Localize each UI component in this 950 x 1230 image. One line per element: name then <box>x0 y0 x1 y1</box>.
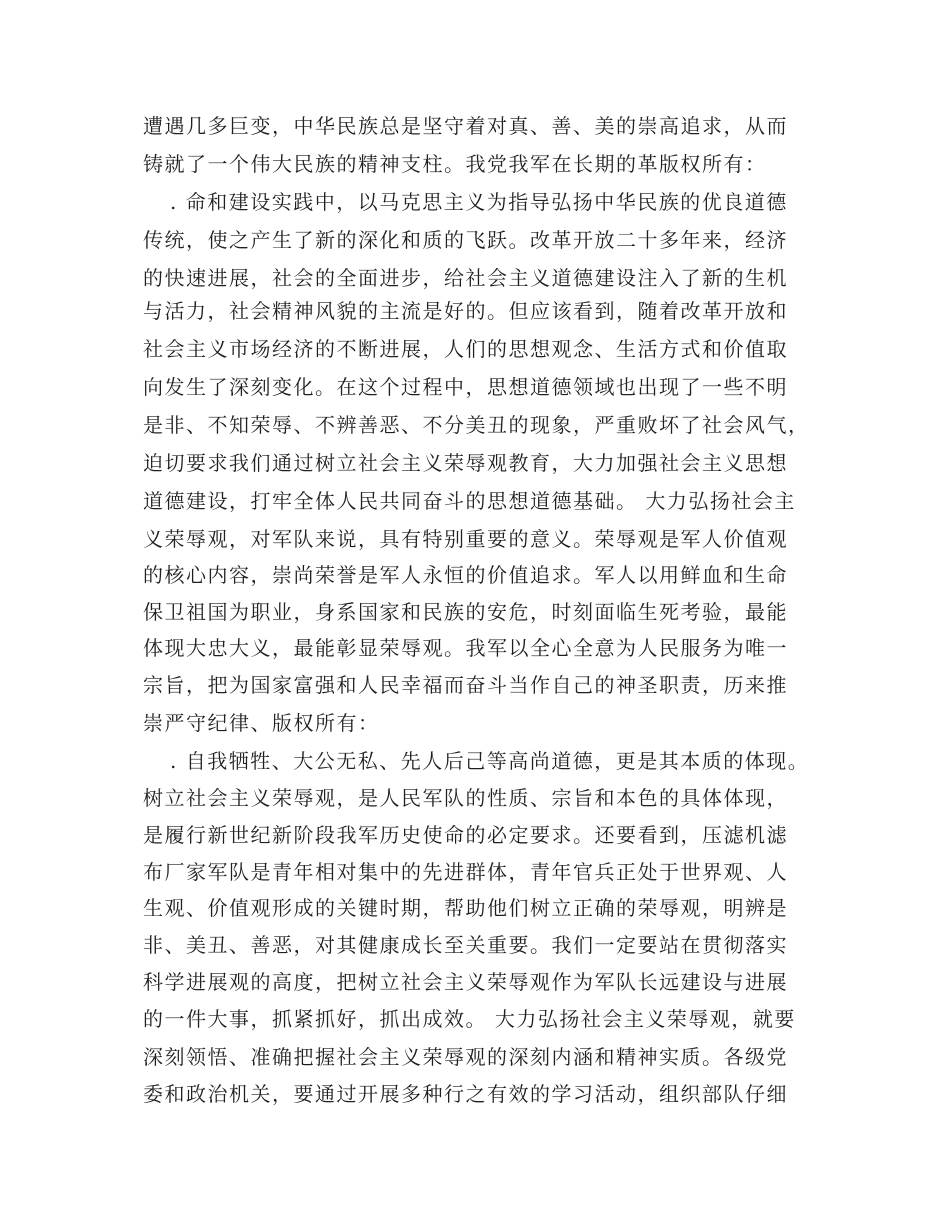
text-line: 社会主义市场经济的不断进展，人们的思想观念、生活方式和价值取 <box>143 337 788 361</box>
text-line: 是履行新世纪新阶段我军历史使命的必定要求。还要看到，压滤机滤 <box>143 823 788 847</box>
text-line: 传统，使之产生了新的深化和质的飞跃。改革开放二十多年来，经济 <box>143 228 788 252</box>
text-line: 委和政治机关，要通过开展多种行之有效的学习活动，组织部队仔细 <box>143 1082 788 1106</box>
text-line: 科学进展观的高度，把树立社会主义荣辱观作为军队长远建设与进展 <box>143 970 788 994</box>
text-line: 铸就了一个伟大民族的精神支柱。我党我军在长期的革版权所有： <box>143 152 767 176</box>
text-line: 是非、不知荣辱、不辨善恶、不分美丑的现象，严重败坏了社会风气， <box>143 413 810 437</box>
text-line: 生观、价值观形成的关键时期，帮助他们树立正确的荣辱观，明辨是 <box>143 896 788 920</box>
text-line: 体现大忠大义，最能彰显荣辱观。我军以全心全意为人民服务为唯一 <box>143 636 788 660</box>
text-line: 义荣辱观，对军队来说，具有特别重要的意义。荣辱观是军人价值观 <box>143 527 788 551</box>
text-line: 布厂家军队是青年相对集中的先进群体，青年官兵正处于世界观、人 <box>143 860 788 884</box>
text-line: 遭遇几多巨变，中华民族总是坚守着对真、善、美的崇高追求，从而 <box>143 114 788 138</box>
text-line: 与活力，社会精神风貌的主流是好的。但应该看到，随着改革开放和 <box>143 299 788 323</box>
text-line: 树立社会主义荣辱观，是人民军队的性质、宗旨和本色的具体体现， <box>143 786 788 810</box>
text-line: 的核心内容，崇尚荣誉是军人永恒的价值追求。军人以用鲜血和生命 <box>143 563 788 587</box>
text-line: 宗旨，把为国家富强和人民幸福而奋斗当作自己的神圣职责，历来推 <box>143 673 788 697</box>
text-line: 道德建设，打牢全体人民共同奋斗的思想道德基础。 大力弘扬社会主 <box>143 489 796 513</box>
text-line: 非、美丑、善恶，对其健康成长至关重要。我们一定要站在贯彻落实 <box>143 933 788 957</box>
text-line: . 自我牺牲、大公无私、先人后己等高尚道德，更是其本质的体现。 <box>170 749 810 773</box>
text-line: 的快速进展，社会的全面进步，给社会主义道德建设注入了新的生机 <box>143 266 788 290</box>
text-line: 深刻领悟、准确把握社会主义荣辱观的深刻内涵和精神实质。各级党 <box>143 1045 788 1069</box>
text-line: 的一件大事，抓紧抓好，抓出成效。 大力弘扬社会主义荣辱观，就要 <box>143 1007 796 1031</box>
text-line: 迫切要求我们通过树立社会主义荣辱观教育，大力加强社会主义思想 <box>143 451 788 475</box>
text-line: . 命和建设实践中，以马克思主义为指导弘扬中华民族的优良道德 <box>170 190 788 214</box>
text-line: 崇严守纪律、版权所有： <box>143 711 380 735</box>
text-line: 保卫祖国为职业，身系国家和民族的安危，时刻面临生死考验，最能 <box>143 600 788 624</box>
text-line: 向发生了深刻变化。在这个过程中，思想道德领域也出现了一些不明 <box>143 375 788 399</box>
